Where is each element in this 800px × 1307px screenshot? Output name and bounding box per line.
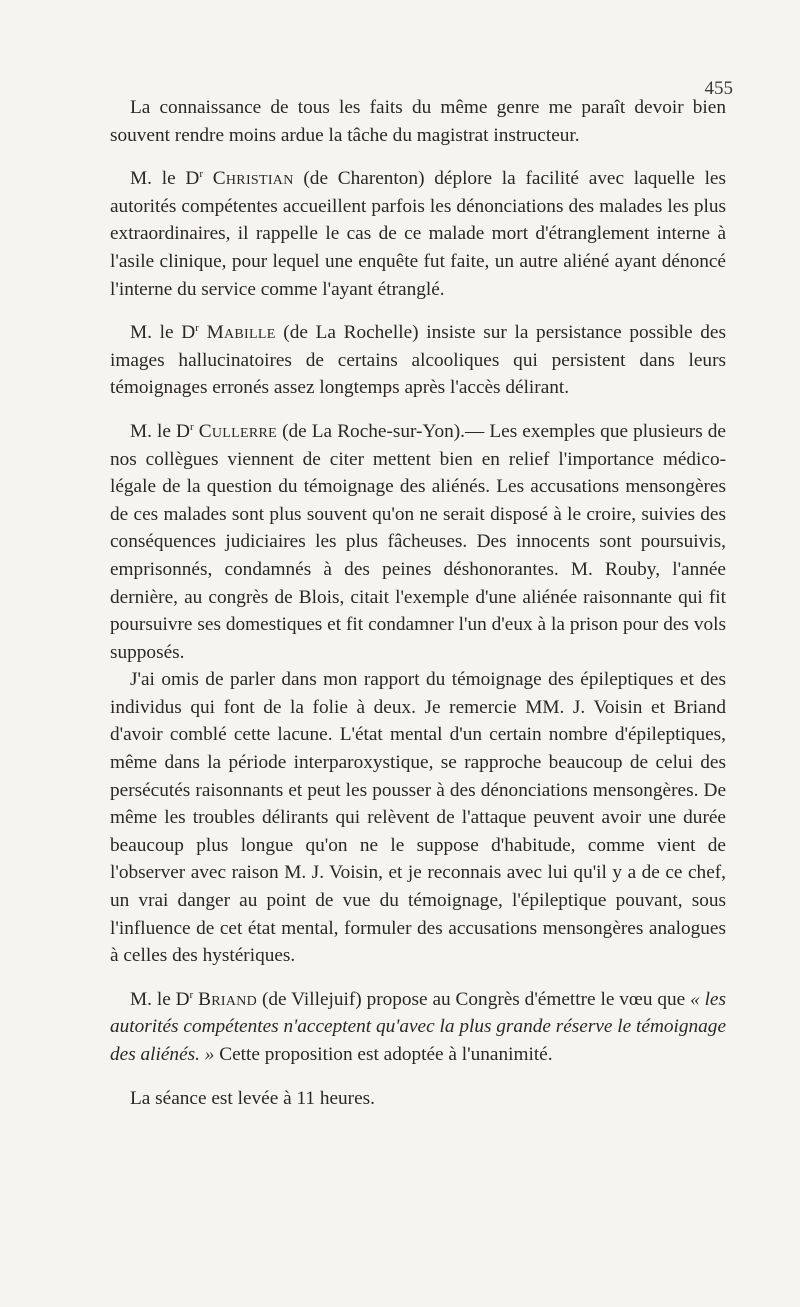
paragraph-text: (de La Rochelle) insiste sur la persistance possible des images hallucinatoires de certains alcooliques qui persistent dans leurs témoignages erronés assez longtemps après l'accès délirant. <box>110 322 726 399</box>
paragraph-text: (de Villejuif) propose au Congrès d'émettre le vœu que <box>257 988 691 1010</box>
resolution-quote: « les autorités compétentes n'acceptent qu'avec la plus grande réserve le témoignage des aliénés. » <box>110 988 726 1065</box>
speaker-prefix: M. le D <box>130 322 196 344</box>
title-superscript: r <box>199 168 203 181</box>
paragraph-epileptics: J'ai omis de parler dans mon rapport du témoignage des épileptiques et des individus qui font de la folie à deux. Je remercie MM. J. Voisin et Briand d'avoir comblé cette lacune. L'état mental d'un certain nombre d'épileptiques, même dans la période interparoxystique, se rapproche beaucoup de celui des persécutés raisonnants et peut les pousser à des dénonciations mensongères. De même les troubles délirants qui relèvent de l'attaque peuvent avoir une durée beaucoup plus longue qu'on ne le suppose d'habitude, comme vient de l'observer avec raison M. J. Voisin, et je reconnais avec lui qu'il y a de ce chef, un vrai danger au point de vue du témoignage, l'épileptique pouvant, sous l'influence de cet état mental, formuler des accusations mensongères analogues à celles des hystériques. <box>110 669 726 967</box>
paragraph-mabille <box>110 319 726 402</box>
body-text <box>110 94 726 1128</box>
speaker-name: Christian <box>212 168 294 190</box>
paragraph-closing: La séance est levée à 11 heures. <box>130 1087 375 1109</box>
speaker-name: Cullerre <box>198 420 277 442</box>
paragraph-text: (de La Roche-sur-Yon).— Les exemples que plusieurs de nos collègues viennent de citer mettent bien en relief l'importance médico-légale de la question du témoignage des aliénés. Les accusations mensongères de ces malades sont plus souvent qu'on ne serait disposé à le croire, suivies des conséquences judiciaires les plus fâcheuses. Des innocents sont poursuivis, emprisonnés, condamnés à des peines déshonorantes. M. Rouby, l'année dernière, au congrès de Blois, citait l'exemple d'une aliénée raisonnante qui fit poursuivre ses domestiques et fit condamner l'un d'eux à la prison pour des vols supposés. <box>110 420 726 663</box>
title-superscript: r <box>189 988 194 1001</box>
paragraph-cullerre <box>110 418 726 666</box>
title-superscript: r <box>189 420 194 433</box>
paragraph-intro: La connaissance de tous les faits du même genre me paraît devoir bien souvent rendre moins ardue la tâche du magistrat instructeur. <box>110 97 726 146</box>
title-superscript: r <box>195 322 199 335</box>
paragraph-christian <box>110 165 726 303</box>
paragraph-text-end: Cette proposition est adoptée à l'unanimité. <box>214 1044 553 1065</box>
speaker-name: Mabille <box>206 322 276 344</box>
speaker-prefix: M. le D <box>130 420 190 442</box>
paragraph-text: (de Charenton) déplore la facilité avec laquelle les autorités compétentes accueillent parfois les dénonciations des malades les plus extraordinaires, il rappelle le cas de ce malade mort d'étranglement interne à l'asile clinique, pour lequel une enquête fut faite, un autre aliéné ayant dénoncé l'interne du service comme l'ayant étranglé. <box>110 168 726 300</box>
speaker-prefix: M. le D <box>130 168 200 190</box>
speaker-name: Briand <box>198 988 258 1010</box>
paragraph-briand <box>110 986 726 1069</box>
speaker-prefix: M. le D <box>130 988 190 1010</box>
page-number: 455 <box>704 78 733 99</box>
